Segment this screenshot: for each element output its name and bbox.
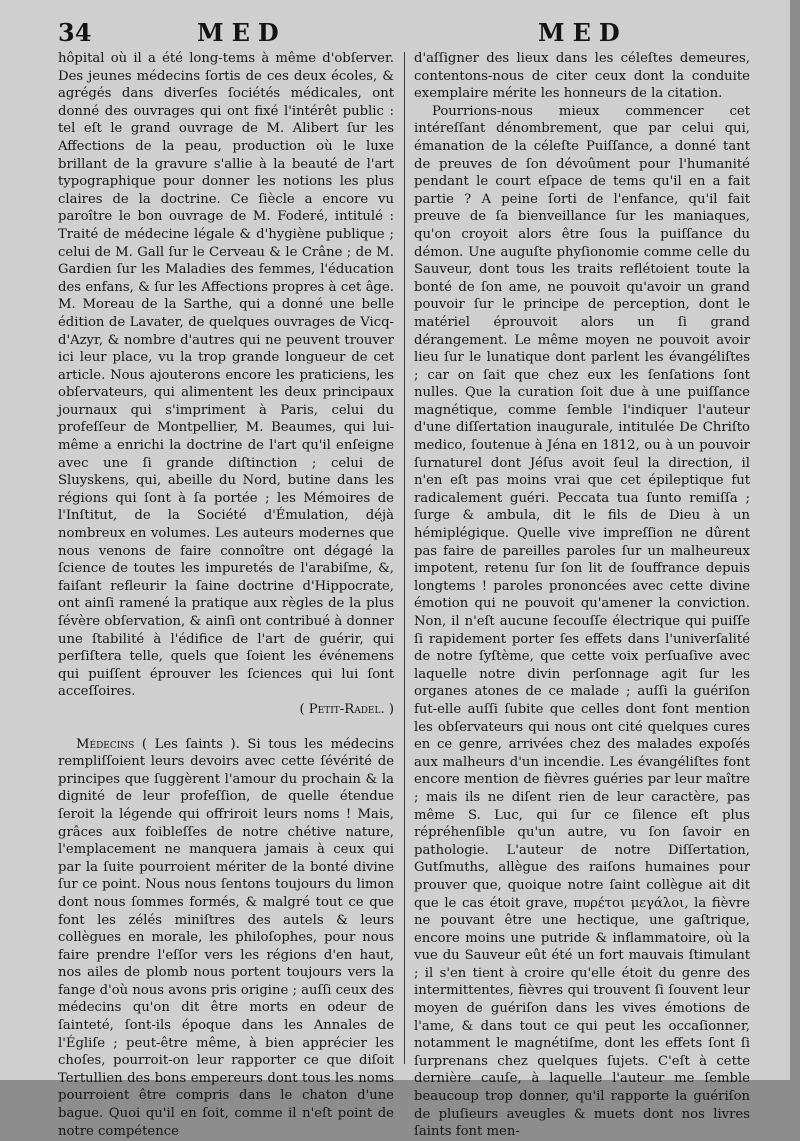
page-number: 34: [58, 18, 92, 47]
author-signature-line: [58, 701, 394, 719]
paragraph-continued-right: d'aſſigner des lieux dans les céleſtes demeures, contentons-nous de citer ceux dont la conduite exemplaire mérite les honneurs de la citation.: [414, 51, 750, 102]
entry-text: ( Les ſaints ). Si tous les médecins rempliſſoient leurs devoirs avec cette ſévérité de principes que ſuggèrent l'amour du prochain & la dignité de leur profeſſion, de quelle étendue ſeroit la légende qui offriroit leurs noms ! Mais, grâces aux foibleſſes de notre chétive nature, l'emplacement ne manquera jamais à ceux qui par la ſuite pourroient mériter de la bonté divine ſur ce point. Nous nous ſentons toujours du limon dont nous ſommes formés, & malgré tout ce que font les zélés miniſtres des autels & leurs collègues en morale, les philoſophes, pour nous faire prendre l'eſſor vers les régions d'en haut, nos ailes de plomb nous portent toujours vers la fange d'où nous avons pris origine ; auſſi ceux des médecins qu'on dit être morts en odeur de ſainteté, ſont-ils époque dans les Annales de l'Égliſe ; peut-être même, à bien apprécier les choſes, pourroit-on leur rapporter ce que diſoit Tertullien des bons empereurs dont tous les noms pourroient être compris dans le chaton d'une bague. Quoi qu'il en ſoit, comme il n'eſt point de notre compétence: [58, 736, 394, 1139]
running-head-right: MED: [538, 18, 628, 47]
author-signature: ( Petit-Radel. ): [299, 701, 394, 717]
entry-paragraph: [58, 736, 394, 1141]
right-column: [414, 50, 750, 1141]
running-head-left: MED: [197, 18, 287, 47]
entry-headword: Médecins: [76, 736, 135, 752]
entry-gap: [58, 719, 394, 736]
paragraph-main: Pourrions-nous mieux commencer cet intéreſſant dénombrement, que par celui qui, émanation de la céleſte Puiſſance, a donné tant de preuves de ſon dévoûment pour l'humanité pendant le court eſpace de tems qu'il en a fait partie ? A peine ſorti de l'enfance, qu'il fait preuve de ſa bienveillance ſur les maniaques, qu'on croyoit alors être ſous la puiſſance du démon. Une auguſte phyſionomie comme celle du Sauveur, dont tous les traits reflétoient toute la bonté de ſon ame, ne pouvoit qu'avoir un grand pouvoir ſur le principe de perception, dont le matériel éprouvoit alors un ſi grand dérangement. Le même moyen ne pouvoit avoir lieu ſur le lunatique dont parlent les évangéliſtes ; car on ſait que chez eux les ſenſations ſont nulles. Que la curation ſoit due à une puiſſance magnétique, comme ſemble l'indiquer l'auteur d'une diſſertation inaugurale, intitulée De Chriſto medico, ſoutenue à Jéna en 1812, ou à un pouvoir ſurnaturel dont Jéſus avoit ſeul la direction, il n'en eſt pas moins vrai que cet épileptique fut radicalement guéri. Peccata tua ſunto remiſſa ; ſurge & ambula, dit le fils de Dieu à un hémiplégique. Quelle vive impreſſion ne dûrent pas faire de pareilles paroles ſur un malheureux impotent, retenu ſur ſon lit de ſouffrance depuis longtems ! paroles prononcées avec cette divine émotion qui ne pouvoit qu'amener la conviction. Non, il n'eſt aucune ſecouſſe électrique qui puiſſe ſi rapidement porter ſes effets dans l'univerſalité de notre ſyſtème, que cette voix perſuaſive avec laquelle notre divin perſonnage agit ſur les organes atones de ce malade ; auſſi la guériſon fut-elle auſſi ſubite que celles dont font mention les obſervateurs qui nous ont cité quelques cures en ce genre, arrivées chez des malades expoſés aux malheurs d'un incendie. Les évangéliſtes font encore mention de fièvres guéries par leur maître ; mais ils ne diſent rien de leur caractère, pas même S. Luc, qui ſur ce ſilence eſt plus répréhenſible qu'un autre, vu ſon ſavoir en pathologie. L'auteur de notre Diſſertation, Gutſmuths, allègue des raiſons humaines pour prouver que, quoique notre ſaint collègue ait dit que le cas étoit grave, πυρέτοι μεγάλοι, la fièvre ne pouvant être une hectique, une gaſtrique, encore moins une putride & inflammatoire, où la vue du Sauveur eût été un fort mauvais ſtimulant ; il s'en tient à croire qu'elle étoit du genre des intermittentes, fièvres qui trouvent ſi ſouvent leur moyen de guériſon dans les vives émotions de l'ame, & dans tout ce qui peut les occaſionner, notamment le magnétiſme, dont les effets ſont ſi ſurprenans chez quelques ſujets. C'eſt à cette dernière cauſe, à laquelle l'auteur me ſemble beaucoup trop donner, qu'il rapporte la guériſon de pluſieurs aveugles & muets dont nos livres ſaints font men-: [414, 103, 750, 1140]
left-column: [58, 50, 394, 1140]
column-divider: [404, 52, 405, 1064]
page-header: [0, 12, 790, 52]
paragraph-continued: hôpital où il a été long-tems à même d'obſerver. Des jeunes médecins ſortis de ces deux écoles, & agrégés dans diverſes ſociétés médicales, ont donné des ouvrages qui ont fixé l'intérêt public : tel eſt le grand ouvrage de M. Alibert ſur les Affections de la peau, production où le luxe brillant de la gravure s'allie à la beauté de l'art typographique pour donner les notions les plus claires de la doctrine. Ce ſiècle a encore vu paroître le bon ouvrage de M. Foderé, intitulé : Traité de médecine légale & d'hygiène publique ; celui de M. Gall ſur le Cerveau & le Crâne ; de M. Gardien ſur les Maladies des femmes, l'éducation des enfans, & ſur les Affections propres à cet âge. M. Moreau de la Sarthe, qui a donné une belle édition de Lavater, de quelques ouvrages de Vicq-d'Azyr, & nombre d'autres qui ne peuvent trouver ici leur place, vu la trop grande longueur de cet article. Nous ajouterons encore les praticiens, les obſervateurs, qui alimentent les deux principaux journaux qui s'impriment à Paris, celui du profeſſeur de Montpellier, M. Beaumes, qui lui-même a enrichi la doctrine de l'art qu'il enſeigne avec une ſi grande diſtinction ; celui de Sluyskens, qui, abeille du Nord, butine dans les régions qui ſont à ſa portée ; les Mémoires de l'Inſtitut, de la Société d'Émulation, déjà nombreux en volumes. Les auteurs modernes que nous venons de faire connoître ont dégagé la ſcience de toutes les impuretés de l'arabiſme, &, faiſant refleurir la ſaine doctrine d'Hippocrate, ont ainſi ramené la pratique aux règles de la plus ſévère obſervation, & ainſi ont contribué à donner une ſtabilité à l'édifice de l'art de guérir, qui perſiſtera telle, quels que ſoient les événemens qui puiſſent éprouver les ſciences qui lui ſont acceſſoires.: [58, 51, 394, 700]
